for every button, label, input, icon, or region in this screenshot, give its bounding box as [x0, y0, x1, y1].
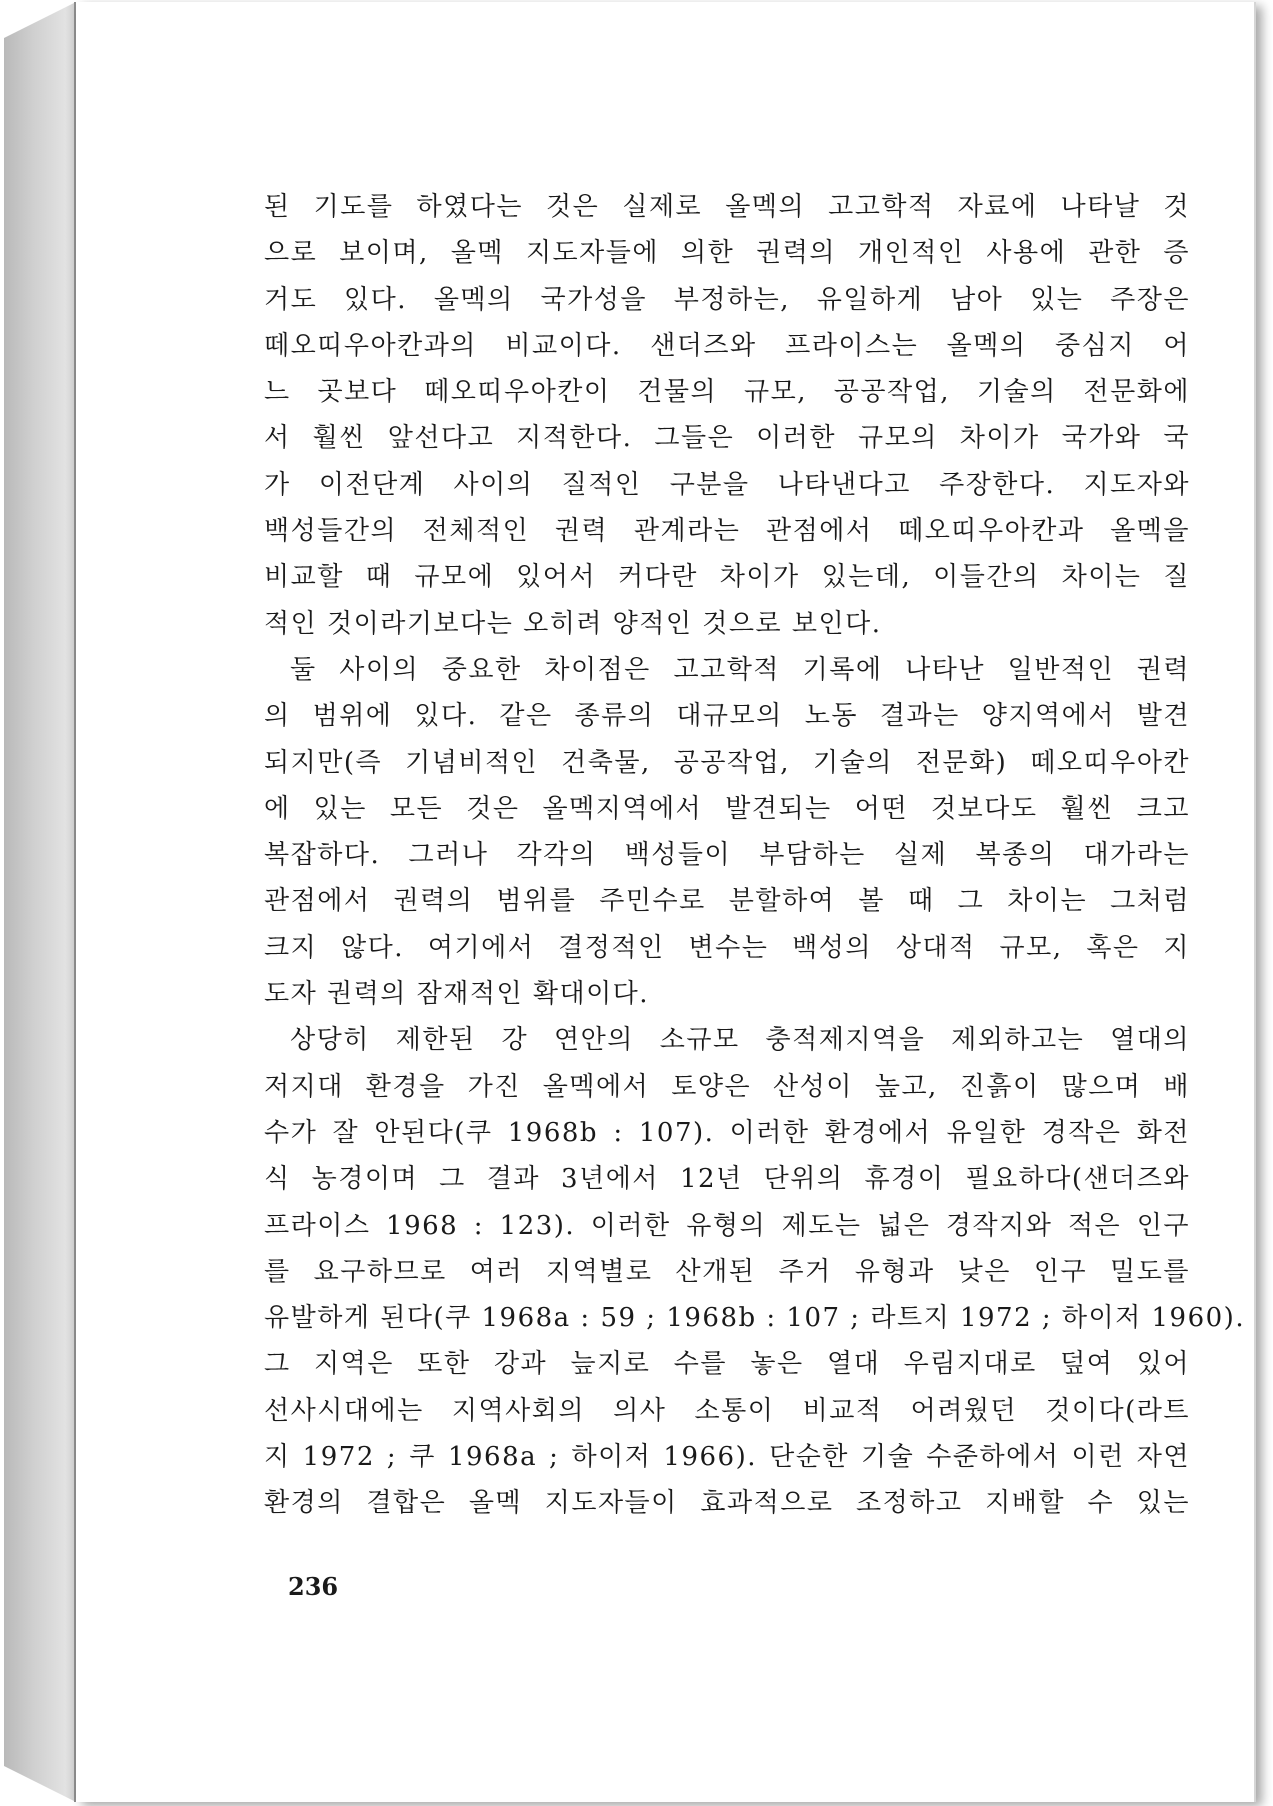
text-line: 지 1972 ; 쿠 1968a ; 하이저 1966). 단순한 기술 수준하에서 이런 자연 [264, 1442, 1190, 1473]
page-edge [1254, 2, 1256, 1802]
text-line: 비교할 때 규모에 있어서 커다란 차이가 있는데, 이들간의 차이는 질 [264, 562, 1190, 593]
text-line: 느 곳보다 떼오띠우아칸이 건물의 규모, 공공작업, 기술의 전문화에 [264, 377, 1190, 408]
text-line: 저지대 환경을 가진 올멕에서 토양은 산성이 높고, 진흙이 많으며 배 [264, 1071, 1190, 1102]
text-line: 된 기도를 하였다는 것은 실제로 올멕의 고고학적 자료에 나타날 것 [264, 192, 1190, 222]
text-line: 복잡하다. 그러나 각각의 백성들이 부담하는 실제 복종의 대가라는 [264, 840, 1190, 871]
text-line: 관점에서 권력의 범위를 주민수로 분할하여 볼 때 그 차이는 그처럼 [264, 886, 1190, 917]
text-line: 의 범위에 있다. 같은 종류의 대규모의 노동 결과는 양지역에서 발견 [264, 701, 1190, 732]
text-line: 백성들간의 전체적인 권력 관계라는 관점에서 떼오띠우아칸과 올멕을 [264, 516, 1190, 547]
text-line: 수가 잘 안된다(쿠 1968b : 107). 이러한 환경에서 유일한 경작은 화전 [264, 1117, 1190, 1148]
book-page [76, 2, 1256, 1802]
text-line: 식 농경이며 그 결과 3년에서 12년 단위의 휴경이 필요하다(샌더즈와 [264, 1164, 1190, 1195]
text-line: 도자 권력의 잠재적인 확대이다. [264, 979, 650, 1010]
text-line: 를 요구하므로 여러 지역별로 산개된 주거 유형과 낮은 인구 밀도를 [264, 1256, 1190, 1287]
text-line: 환경의 결합은 올멕 지도자들이 효과적으로 조정하고 지배할 수 있는 [264, 1488, 1190, 1519]
text-line: 가 이전단계 사이의 질적인 구분을 나타낸다고 주장한다. 지도자와 [264, 469, 1190, 500]
text-line: 크지 않다. 여기에서 결정적인 변수는 백성의 상대적 규모, 혹은 지 [264, 932, 1190, 963]
text-line: 떼오띠우아칸과의 비교이다. 샌더즈와 프라이스는 올멕의 중심지 어 [264, 330, 1190, 361]
text-line: 서 훨씬 앞선다고 지적한다. 그들은 이러한 규모의 차이가 국가와 국 [264, 423, 1190, 454]
text-line: 선사시대에는 지역사회의 의사 소통이 비교적 어려웠던 것이다(라트 [264, 1395, 1190, 1426]
page-number: 236 [288, 1572, 339, 1601]
text-line: 적인 것이라기보다는 오히려 양적인 것으로 보인다. [264, 608, 882, 639]
text-line: 거도 있다. 올멕의 국가성을 부정하는, 유일하게 남아 있는 주장은 [264, 284, 1190, 315]
text-line: 프라이스 1968 : 123). 이러한 유형의 제도는 넓은 경작지와 적은 인구 [264, 1210, 1190, 1241]
text-line: 그 지역은 또한 강과 늪지로 수를 놓은 열대 우림지대로 덮여 있어 [264, 1349, 1190, 1380]
body-text [264, 184, 1246, 1527]
text-line: 으로 보이며, 올멕 지도자들에 의한 권력의 개인적인 사용에 관한 증 [264, 238, 1190, 269]
book-spine [4, 2, 76, 1802]
text-line: 유발하게 된다(쿠 1968a : 59 ; 1968b : 107 ; 라트지 1972 ; 하이저 1960). [264, 1303, 1246, 1334]
text-line: 되지만(즉 기념비적인 건축물, 공공작업, 기술의 전문화) 떼오띠우아칸 [264, 747, 1190, 778]
text-line: 둘 사이의 중요한 차이점은 고고학적 기록에 나타난 일반적인 권력 [290, 654, 1190, 685]
text-line: 상당히 제한된 강 연안의 소규모 충적제지역을 제외하고는 열대의 [290, 1025, 1190, 1056]
text-line: 에 있는 모든 것은 올멕지역에서 발견되는 어떤 것보다도 훨씬 크고 [264, 793, 1190, 824]
